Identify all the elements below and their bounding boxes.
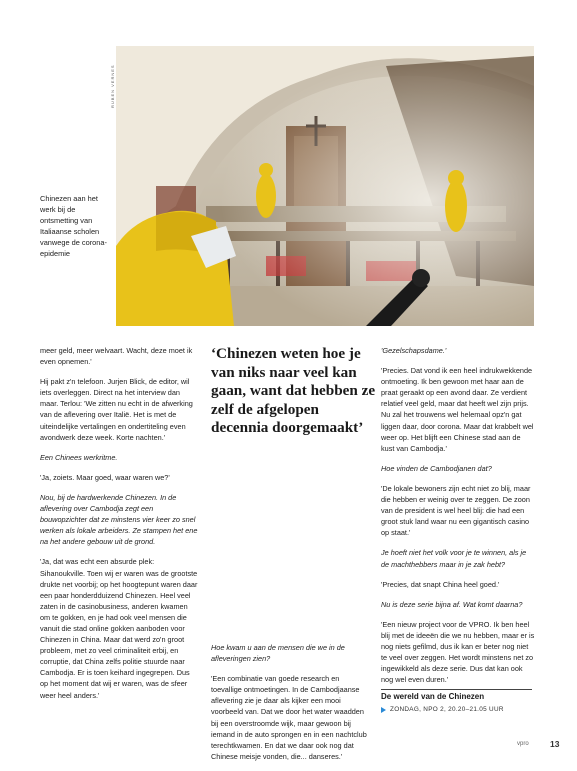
photo-caption: Chinezen aan het werk bij de ontsmetting van Italiaanse scholen vanwege de corona-epidemie	[40, 194, 107, 258]
paragraph: Je hoeft niet het volk voor je te winnen, als je de machthebbers maar in je zak hebt?	[381, 548, 527, 569]
paragraph: Hij pakt z'n telefoon. Jurjen Blick, de editor, wil iets overleggen. Direct na het interview dan maar. Terlou: 'We zitten nu echt in de afwerking van de aflevering over Italië. Het is met de uiteindelijke vertalingen en ondertiteling even avondwerk deze week. Korte nachten.'	[40, 377, 193, 442]
paragraph: 'Precies, dat snapt China heel goed.'	[381, 579, 500, 589]
pull-quote: ‘Chinezen weten hoe je van niks naar veel kan gaan, want dat hebben ze zelf de afgelopen decennia doorgemaakt’	[211, 345, 376, 436]
paragraph: 'Een nieuw project voor de VPRO. Ik ben heel blij met de ideeën die we nu hebben, maar er is nog niets gefilmd, dus ik kan er beter nog niet te veel over zeggen. Het wordt minstens net zo ingewikkeld als deze serie. Dus dat kan ook nog wel even duren.'	[381, 619, 535, 685]
column-3	[381, 345, 535, 694]
main-photo	[116, 46, 534, 326]
photo-credit: RUBEN VERNES	[110, 64, 115, 108]
paragraph: Hoe vinden de Cambodjanen dat?	[381, 463, 492, 473]
paragraph: 'Een combinatie van goede research en toevallige ontmoetingen. In de Cambodjaanse aflevering zie je daar als kijker een mooi voorbeeld van. Dat we door het water waadden bij een overstroomde wijk, maar gewoon bij iemand in de auto sprongen en in een nachtclub terechtkwamen. En dat we daar ook nog dat Chinese meisje vonden, die... danseres.'	[211, 674, 367, 761]
column-1	[40, 345, 198, 710]
paragraph: Nu is deze serie bijna af. Wat komt daarna?	[381, 599, 523, 609]
column-2	[211, 642, 371, 771]
show-time	[381, 706, 504, 713]
show-time-label: ZONDAG, NPO 2, 20.20–21.05 UUR	[390, 706, 504, 713]
paragraph: 'De lokale bewoners zijn echt niet zo blij, maar die hebben er weinig over te zeggen. De zoon van de president is wel heel blij: die had een groot stuk land waar nu een gigantisch casino op staat.'	[381, 483, 531, 538]
paragraph: meer geld, meer welvaart. Wacht, deze moet ik even opnemen.'	[40, 346, 193, 367]
paragraph: 'Ja, dat was echt een absurde plek: Sihanoukville. Toen wij er waren was de grootste drukte net voorbij; op het hoogtepunt waren daar een paar honderdduizend Chinezen. Heel veel zaten in de casinobusiness, anderen kwamen om te gokken, en je had ook veel mensen die vanuit die stad online gokken aanboden voor Chinezen in China. Maar dat werd zo'n groot probleem, met zo veel criminaliteit erbij, en corruptie, dat China zelfs politie stuurde naar Cambodja. Er is toen keihard ingegrepen. Dus op het moment dat wij er waren, was de sfeer weer heel anders.'	[40, 557, 198, 700]
paragraph: 'Ja, zoiets. Maar goed, waar waren we?'	[40, 472, 170, 482]
disinfection-scene	[116, 46, 534, 326]
page-number: 13	[550, 739, 560, 749]
show-title: De wereld van de Chinezen	[381, 692, 485, 701]
paragraph: Een Chinees werkritme.	[40, 452, 118, 462]
paragraph: 'Gezelschapsdame.'	[381, 346, 447, 355]
play-triangle-icon	[381, 707, 386, 713]
paragraph: Hoe kwam u aan de mensen die we in de afleveringen zien?	[211, 643, 345, 664]
paragraph: 'Precies. Dat vond ik een heel indrukwekkende ontmoeting. Ik ben gewoon met haar aan de praat geraakt op een avond daar. Ze verdient relatief veel geld, maar dat heeft wel zijn prijs. Nu zal het trouwens wel helemaal opz'n gat liggen daar, door corona. Maar dat krabbelt wel weer op. Het blijft een Chinese stad aan de kust van Cambodja.'	[381, 366, 534, 453]
divider	[381, 689, 532, 690]
vpro-logo: vpro	[517, 741, 529, 747]
paragraph: Nou, bij de hardwerkende Chinezen. In de aflevering over Cambodja zegt een bouwopzichter dat ze minstens vier keer zo snel werken als lokale arbeiders. Ze stampen het ene na het andere gebouw uit de grond.	[40, 492, 198, 547]
